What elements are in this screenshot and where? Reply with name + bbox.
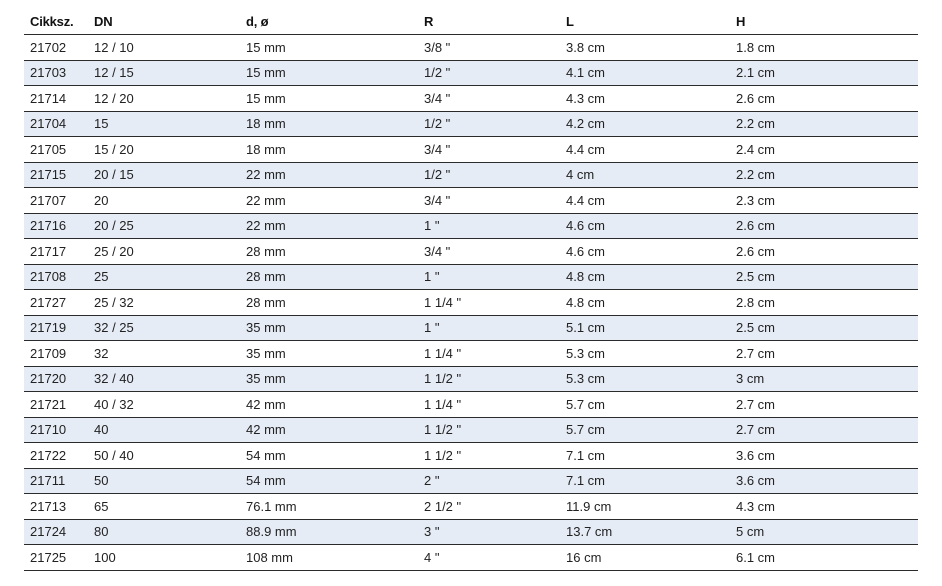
cell-diameter: 35 mm [240, 315, 418, 341]
cell-diameter: 76.1 mm [240, 494, 418, 520]
cell-dn: 65 [88, 494, 240, 520]
cell-cikksz: 21716 [24, 213, 88, 239]
cell-h: 2.6 cm [730, 86, 918, 112]
cell-cikksz: 21708 [24, 264, 88, 290]
cell-diameter: 108 mm [240, 545, 418, 571]
cell-r: 1 1/4 " [418, 290, 560, 316]
cell-l: 4.8 cm [560, 264, 730, 290]
cell-diameter: 28 mm [240, 290, 418, 316]
cell-r: 3/8 " [418, 35, 560, 61]
cell-diameter: 15 mm [240, 35, 418, 61]
cell-dn: 32 / 25 [88, 315, 240, 341]
cell-h: 1.8 cm [730, 35, 918, 61]
cell-r: 1 " [418, 213, 560, 239]
cell-cikksz: 21707 [24, 188, 88, 214]
table-row [24, 468, 918, 494]
cell-h: 2.2 cm [730, 111, 918, 137]
cell-cikksz: 21702 [24, 35, 88, 61]
table-row [24, 290, 918, 316]
table-row [24, 519, 918, 545]
cell-h: 2.7 cm [730, 392, 918, 418]
cell-l: 5.3 cm [560, 366, 730, 392]
cell-diameter: 28 mm [240, 264, 418, 290]
cell-l: 7.1 cm [560, 468, 730, 494]
cell-l: 4 cm [560, 162, 730, 188]
cell-h: 2.6 cm [730, 239, 918, 265]
cell-cikksz: 21709 [24, 341, 88, 367]
cell-diameter: 35 mm [240, 341, 418, 367]
table-row [24, 545, 918, 571]
cell-cikksz: 21722 [24, 443, 88, 469]
table-row [24, 341, 918, 367]
cell-cikksz: 21704 [24, 111, 88, 137]
cell-r: 1 1/2 " [418, 417, 560, 443]
table-row [24, 35, 918, 61]
cell-l: 5.7 cm [560, 392, 730, 418]
cell-diameter: 15 mm [240, 60, 418, 86]
cell-h: 6.1 cm [730, 545, 918, 571]
cell-cikksz: 21713 [24, 494, 88, 520]
cell-dn: 32 [88, 341, 240, 367]
cell-l: 5.3 cm [560, 341, 730, 367]
cell-diameter: 22 mm [240, 213, 418, 239]
cell-l: 4.4 cm [560, 188, 730, 214]
cell-dn: 15 [88, 111, 240, 137]
cell-diameter: 18 mm [240, 137, 418, 163]
cell-cikksz: 21720 [24, 366, 88, 392]
cell-diameter: 42 mm [240, 392, 418, 418]
cell-cikksz: 21705 [24, 137, 88, 163]
cell-dn: 32 / 40 [88, 366, 240, 392]
cell-cikksz: 21721 [24, 392, 88, 418]
cell-diameter: 18 mm [240, 111, 418, 137]
cell-h: 3.6 cm [730, 468, 918, 494]
cell-dn: 15 / 20 [88, 137, 240, 163]
table-row [24, 111, 918, 137]
cell-h: 2.3 cm [730, 188, 918, 214]
cell-r: 1 1/2 " [418, 443, 560, 469]
cell-cikksz: 21717 [24, 239, 88, 265]
cell-l: 5.7 cm [560, 417, 730, 443]
cell-dn: 20 [88, 188, 240, 214]
cell-cikksz: 21725 [24, 545, 88, 571]
cell-l: 4.3 cm [560, 86, 730, 112]
cell-r: 1 1/2 " [418, 366, 560, 392]
table-header [24, 8, 918, 35]
cell-r: 1 1/4 " [418, 341, 560, 367]
header-dn: DN [88, 8, 240, 35]
cell-dn: 12 / 20 [88, 86, 240, 112]
cell-cikksz: 21719 [24, 315, 88, 341]
table-row [24, 60, 918, 86]
cell-r: 1/2 " [418, 111, 560, 137]
cell-diameter: 42 mm [240, 417, 418, 443]
table-row [24, 137, 918, 163]
cell-dn: 12 / 15 [88, 60, 240, 86]
table-row [24, 239, 918, 265]
cell-h: 2.7 cm [730, 341, 918, 367]
header-r: R [418, 8, 560, 35]
cell-h: 5 cm [730, 519, 918, 545]
cell-dn: 40 [88, 417, 240, 443]
cell-r: 1/2 " [418, 162, 560, 188]
header-cikksz: Cikksz. [24, 8, 88, 35]
table-row [24, 443, 918, 469]
cell-h: 4.3 cm [730, 494, 918, 520]
cell-dn: 100 [88, 545, 240, 571]
cell-cikksz: 21711 [24, 468, 88, 494]
table-row [24, 417, 918, 443]
cell-cikksz: 21703 [24, 60, 88, 86]
cell-diameter: 54 mm [240, 443, 418, 469]
cell-diameter: 54 mm [240, 468, 418, 494]
cell-dn: 20 / 25 [88, 213, 240, 239]
cell-h: 2.5 cm [730, 315, 918, 341]
cell-r: 2 " [418, 468, 560, 494]
cell-r: 3/4 " [418, 86, 560, 112]
cell-diameter: 35 mm [240, 366, 418, 392]
table-row [24, 494, 918, 520]
cell-cikksz: 21710 [24, 417, 88, 443]
table-row [24, 315, 918, 341]
cell-diameter: 22 mm [240, 188, 418, 214]
cell-dn: 25 [88, 264, 240, 290]
cell-diameter: 88.9 mm [240, 519, 418, 545]
cell-l: 7.1 cm [560, 443, 730, 469]
cell-l: 13.7 cm [560, 519, 730, 545]
table-body [24, 35, 918, 571]
table-row [24, 366, 918, 392]
cell-l: 5.1 cm [560, 315, 730, 341]
cell-l: 4.4 cm [560, 137, 730, 163]
cell-l: 16 cm [560, 545, 730, 571]
cell-h: 2.1 cm [730, 60, 918, 86]
cell-r: 3/4 " [418, 188, 560, 214]
cell-l: 3.8 cm [560, 35, 730, 61]
header-l: L [560, 8, 730, 35]
product-spec-table [24, 8, 918, 571]
table-row [24, 392, 918, 418]
cell-l: 4.1 cm [560, 60, 730, 86]
cell-r: 3/4 " [418, 239, 560, 265]
cell-cikksz: 21724 [24, 519, 88, 545]
table-row [24, 188, 918, 214]
cell-h: 2.7 cm [730, 417, 918, 443]
cell-cikksz: 21727 [24, 290, 88, 316]
cell-dn: 50 [88, 468, 240, 494]
cell-h: 2.4 cm [730, 137, 918, 163]
cell-r: 3/4 " [418, 137, 560, 163]
cell-r: 4 " [418, 545, 560, 571]
product-table-container [24, 8, 918, 571]
cell-l: 4.8 cm [560, 290, 730, 316]
cell-dn: 50 / 40 [88, 443, 240, 469]
cell-r: 1 " [418, 315, 560, 341]
cell-l: 4.6 cm [560, 213, 730, 239]
cell-dn: 40 / 32 [88, 392, 240, 418]
cell-r: 1/2 " [418, 60, 560, 86]
cell-dn: 12 / 10 [88, 35, 240, 61]
cell-l: 4.2 cm [560, 111, 730, 137]
table-row [24, 162, 918, 188]
cell-l: 4.6 cm [560, 239, 730, 265]
cell-h: 2.8 cm [730, 290, 918, 316]
header-h: H [730, 8, 918, 35]
header-row [24, 8, 918, 35]
cell-l: 11.9 cm [560, 494, 730, 520]
cell-r: 1 " [418, 264, 560, 290]
cell-h: 2.2 cm [730, 162, 918, 188]
table-row [24, 213, 918, 239]
cell-h: 2.5 cm [730, 264, 918, 290]
header-diameter: d, ø [240, 8, 418, 35]
cell-h: 3.6 cm [730, 443, 918, 469]
cell-h: 2.6 cm [730, 213, 918, 239]
cell-r: 1 1/4 " [418, 392, 560, 418]
cell-dn: 25 / 32 [88, 290, 240, 316]
cell-diameter: 28 mm [240, 239, 418, 265]
cell-dn: 80 [88, 519, 240, 545]
cell-diameter: 22 mm [240, 162, 418, 188]
cell-cikksz: 21715 [24, 162, 88, 188]
cell-diameter: 15 mm [240, 86, 418, 112]
cell-dn: 25 / 20 [88, 239, 240, 265]
cell-r: 3 " [418, 519, 560, 545]
cell-h: 3 cm [730, 366, 918, 392]
cell-cikksz: 21714 [24, 86, 88, 112]
table-row [24, 264, 918, 290]
cell-r: 2 1/2 " [418, 494, 560, 520]
table-row [24, 86, 918, 112]
cell-dn: 20 / 15 [88, 162, 240, 188]
